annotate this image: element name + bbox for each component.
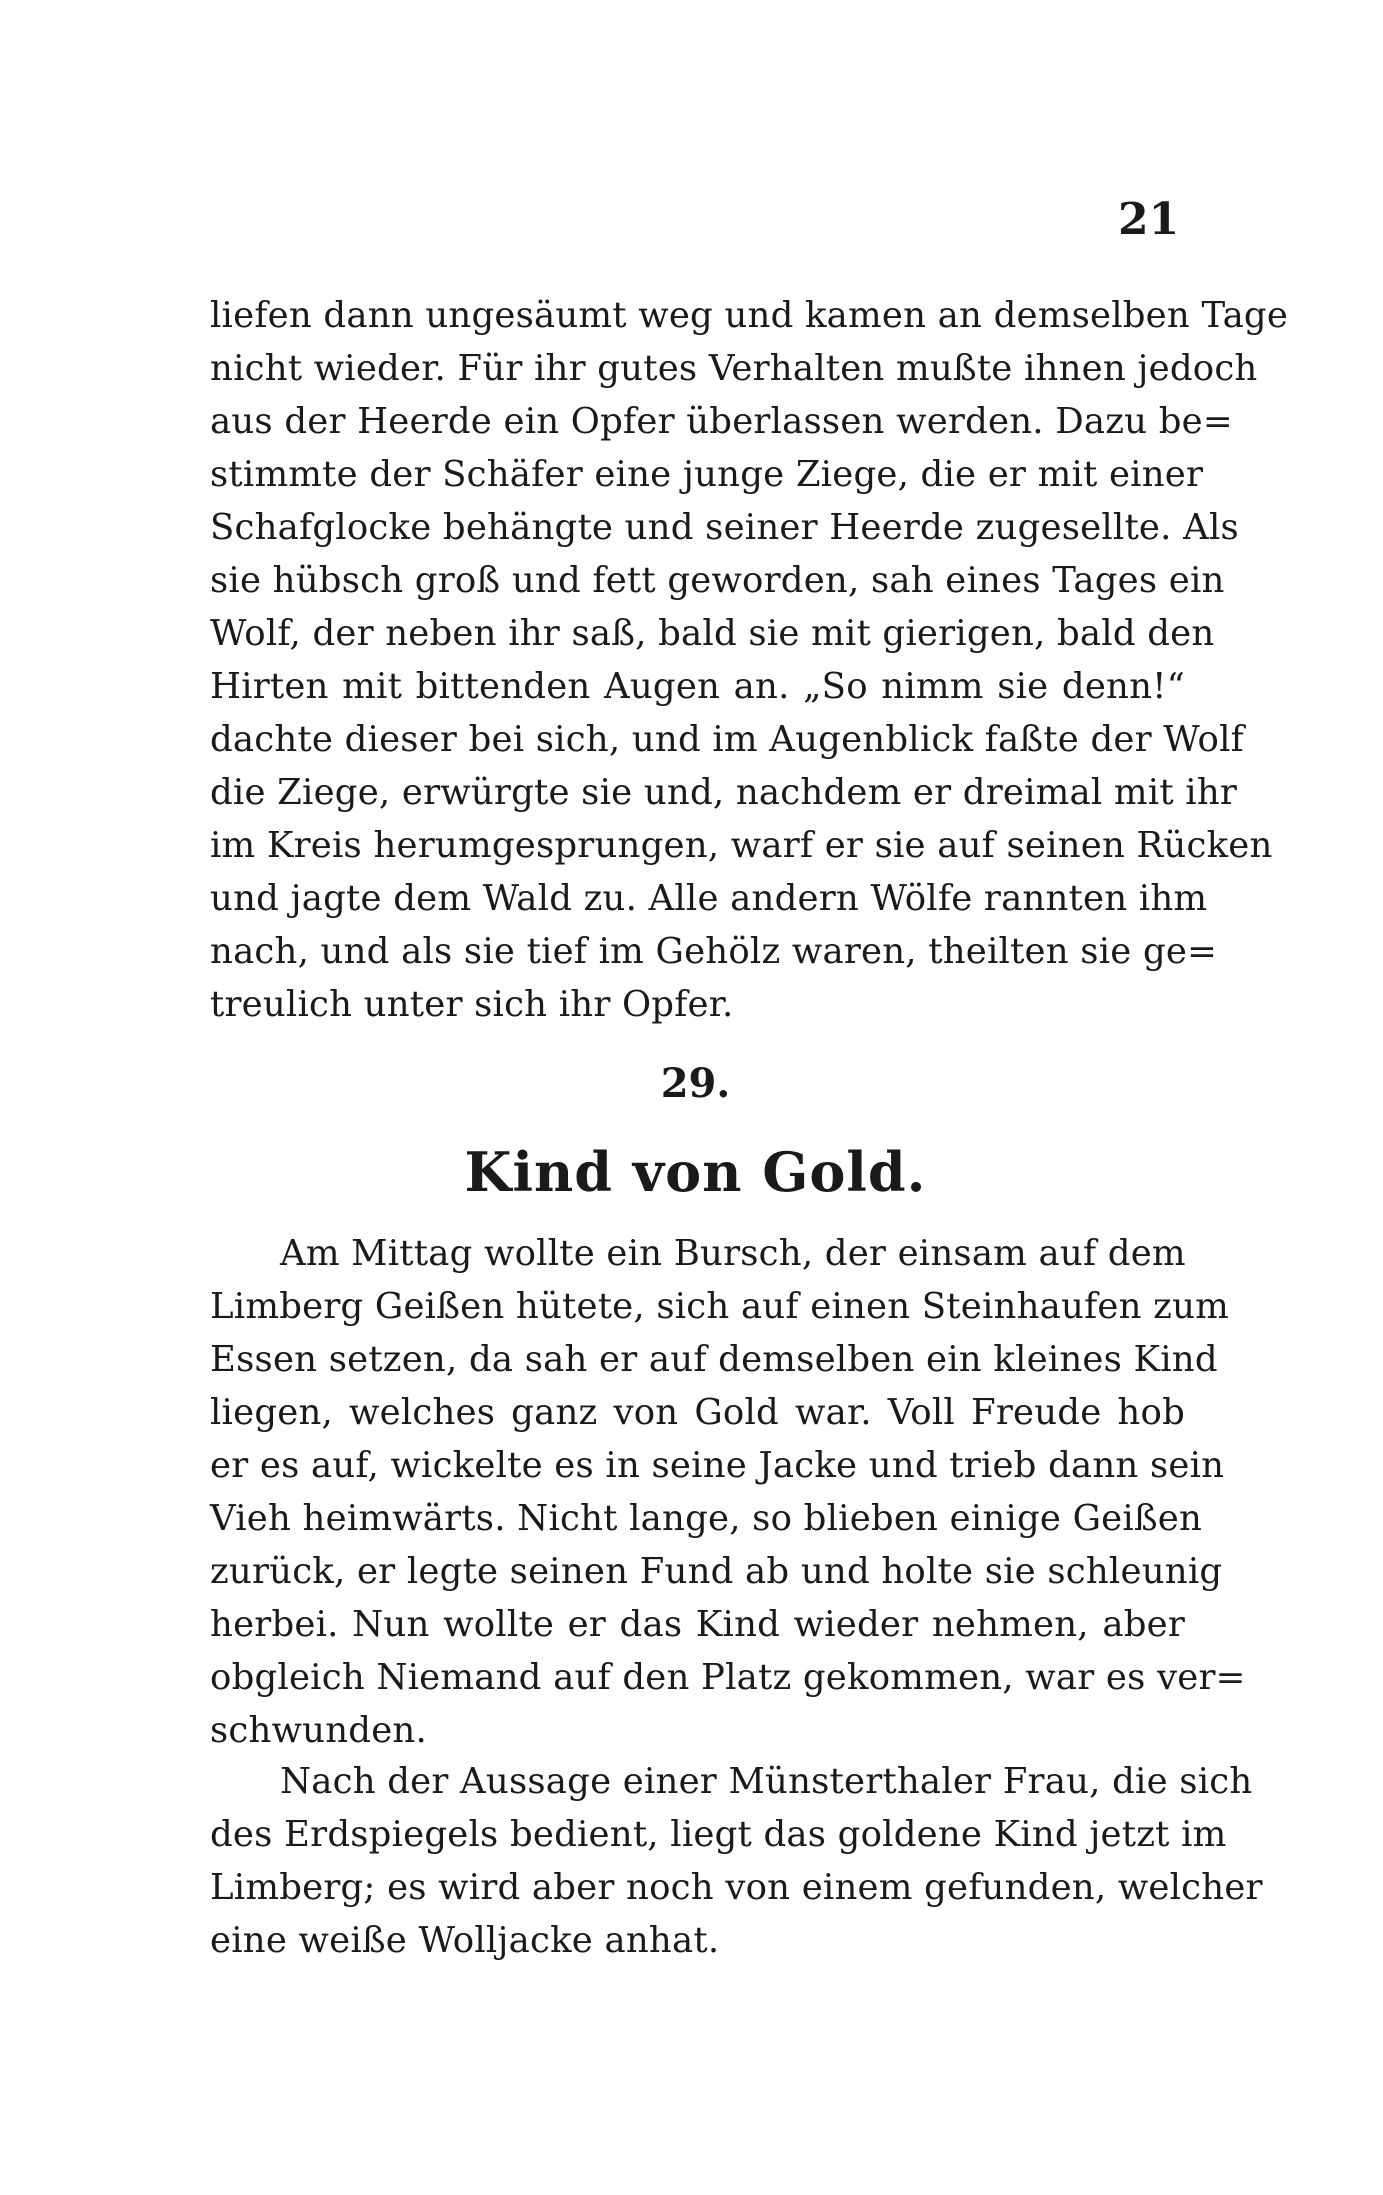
section-number: 29. [660,1060,731,1107]
text-line: Am Mittag wollte ein Bursch, der einsam auf dem [280,1233,1186,1274]
page-number: 21 [1118,194,1180,245]
text-line: stimmte der Schäfer eine junge Ziege, die er mit einer [210,454,1204,495]
text-line: herbei. Nun wollte er das Kind wieder nehmen, aber [210,1604,1185,1645]
text-line: Schafglocke behängte und seiner Heerde zugesellte. Als [210,507,1239,548]
text-line: Nach der Aussage einer Münsterthaler Frau, die sich [280,1761,1253,1802]
text-line: Vieh heimwärts. Nicht lange, so blieben einige Geißen [210,1498,1203,1539]
text-line: obgleich Niemand auf den Platz gekommen, war es ver= [210,1657,1246,1698]
text-line: liegen, welches ganz von Gold war. Voll Freude hob [210,1392,1185,1433]
text-line: nach, und als sie tief im Gehölz waren, theilten sie ge= [210,931,1218,972]
text-line: Limberg Geißen hütete, sich auf einen Steinhaufen zum [210,1286,1230,1327]
text-line: Wolf, der neben ihr saß, bald sie mit gierigen, bald den [210,613,1215,654]
text-line: Limberg; es wird aber noch von einem gefunden, welcher [210,1867,1263,1908]
text-line: aus der Heerde ein Opfer überlassen werden. Dazu be= [210,401,1233,442]
text-line: Hirten mit bittenden Augen an. „So nimm sie denn!“ [210,666,1185,707]
text-line: die Ziege, erwürgte sie und, nachdem er dreimal mit ihr [210,772,1238,813]
text-line: und jagte dem Wald zu. Alle andern Wölfe rannten ihm [210,878,1208,919]
text-line: zurück, er legte seinen Fund ab und holte sie schleunig [210,1551,1223,1592]
text-line: sie hübsch groß und fett geworden, sah eines Tages ein [210,560,1225,601]
continuation-paragraph [210,289,1289,1031]
story-paragraph-1 [210,1227,1246,1757]
text-line: des Erdspiegels bedient, liegt das goldene Kind jetzt im [210,1814,1227,1855]
story-paragraph-2 [210,1755,1263,1967]
text-line: treulich unter sich ihr Opfer. [210,984,734,1025]
text-line: er es auf, wickelte es in seine Jacke und trieb dann sein [210,1445,1225,1486]
text-line: nicht wieder. Für ihr gutes Verhalten mußte ihnen jedoch [210,348,1258,389]
text-line: liefen dann ungesäumt weg und kamen an demselben Tage [210,295,1289,336]
section-title: Kind von Gold. [464,1140,927,1204]
text-line: Essen setzen, da sah er auf demselben ein kleines Kind [210,1339,1218,1380]
text-line: schwunden. [210,1710,427,1751]
text-line: im Kreis herumgesprungen, warf er sie auf seinen Rücken [210,825,1273,866]
text-line: dachte dieser bei sich, und im Augenblick faßte der Wolf [210,719,1244,760]
text-line: eine weiße Wolljacke anhat. [210,1920,720,1961]
